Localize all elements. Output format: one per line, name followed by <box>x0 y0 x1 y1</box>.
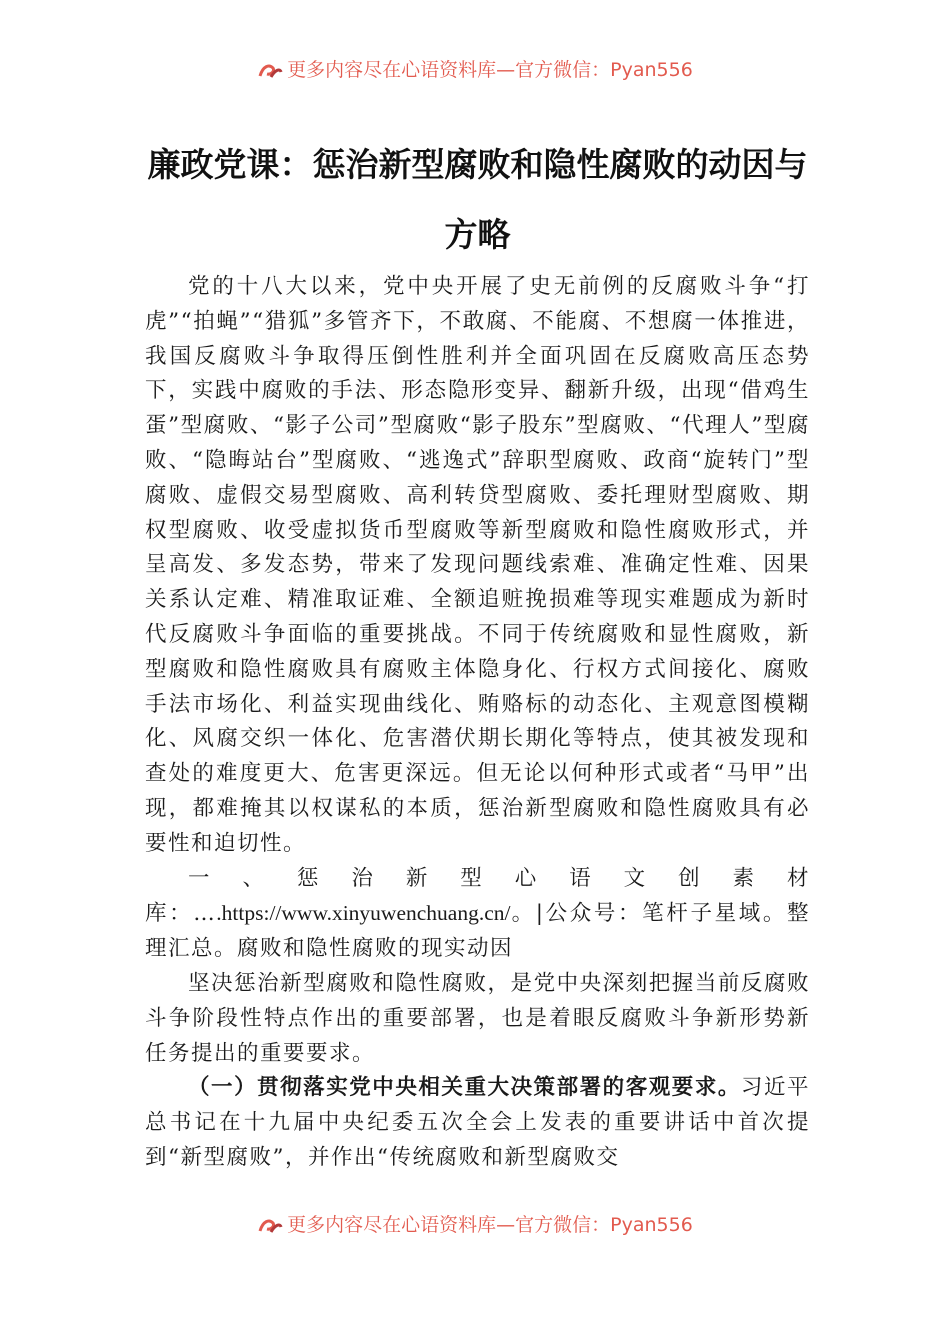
page-title: 廉政党课：惩治新型腐败和隐性腐败的动因与方略 <box>147 145 808 254</box>
paragraph-intro: 党的十八大以来，党中央开展了史无前例的反腐败斗争“打虎”“拍蝇”“猎狐”多管齐下，不敢腐、不能腐、不想腐一体推进，我国反腐败斗争取得压倒性胜利并全面巩固在反腐败高压态势下，实践中腐败的手法、形态隐形变异、翻新升级，出现“借鸡生蛋”型腐败、“影子公司”型腐败“影子股东”型腐败、“代理人”型腐败、“隐晦站台”型腐败、“逃逸式”辞职型腐败、政商“旋转门”型腐败、虚假交易型腐败、高利转贷型腐败、委托理财型腐败、期权型腐败、收受虚拟货币型腐败等新型腐败和隐性腐败形式，并呈高发、多发态势，带来了发现问题线索难、准确定性难、因果关系认定难、精准取证难、全额追赃挽损难等现实难题成为新时代反腐败斗争面临的重要挑战。不同于传统腐败和显性腐败，新型腐败和隐性腐败具有腐败主体隐身化、行权方式间接化、腐败手法市场化、利益实现曲线化、贿赂标的动态化、主观意图模糊化、风腐交织一体化、危害潜伏期长期化等特点，使其被发现和查处的难度更大、危害更深远。但无论以何种形式或者“马甲”出现，都难掩其以权谋私的本质，惩治新型腐败和隐性腐败具有必要性和迫切性。 <box>145 274 810 856</box>
watermark-banner-top <box>0 58 950 82</box>
document-body <box>145 270 810 1176</box>
section-heading-prefix: 一、惩治新型心语文创素材库：… <box>145 865 810 927</box>
section-heading-1 <box>145 862 810 967</box>
paragraph-2: 坚决惩治新型腐败和隐性腐败，是党中央深刻把握当前反腐败斗争阶段性特点作出的重要部署，也是着眼反腐败斗争新形势新任务提出的重要要求。 <box>145 970 810 1066</box>
logo-icon <box>257 62 283 80</box>
paragraph-3-text: 习近平总书记在十九届中央纪委五次全会上发表的重要讲话中首次提到“新型腐败”，并作出“传统腐败和新型腐败交 <box>145 1075 810 1170</box>
watermark-text: 更多内容尽在心语资料库—官方微信：Pyan556 <box>287 59 693 81</box>
watermark-text: 更多内容尽在心语资料库—官方微信：Pyan556 <box>287 1214 693 1236</box>
subheading-1: （一）贯彻落实党中央相关重大决策部署的客观要求。 <box>188 1075 741 1101</box>
section-heading-suffix: 。|公众号：笔杆子星域。整理汇总。腐败和隐性腐败的现实动因 <box>145 901 810 962</box>
logo-icon <box>257 1217 283 1235</box>
section-heading-url: .https://www.xinyuwenchuang.cn/ <box>216 901 511 926</box>
paragraph-3 <box>145 1071 810 1175</box>
watermark-banner-bottom <box>0 1213 950 1237</box>
